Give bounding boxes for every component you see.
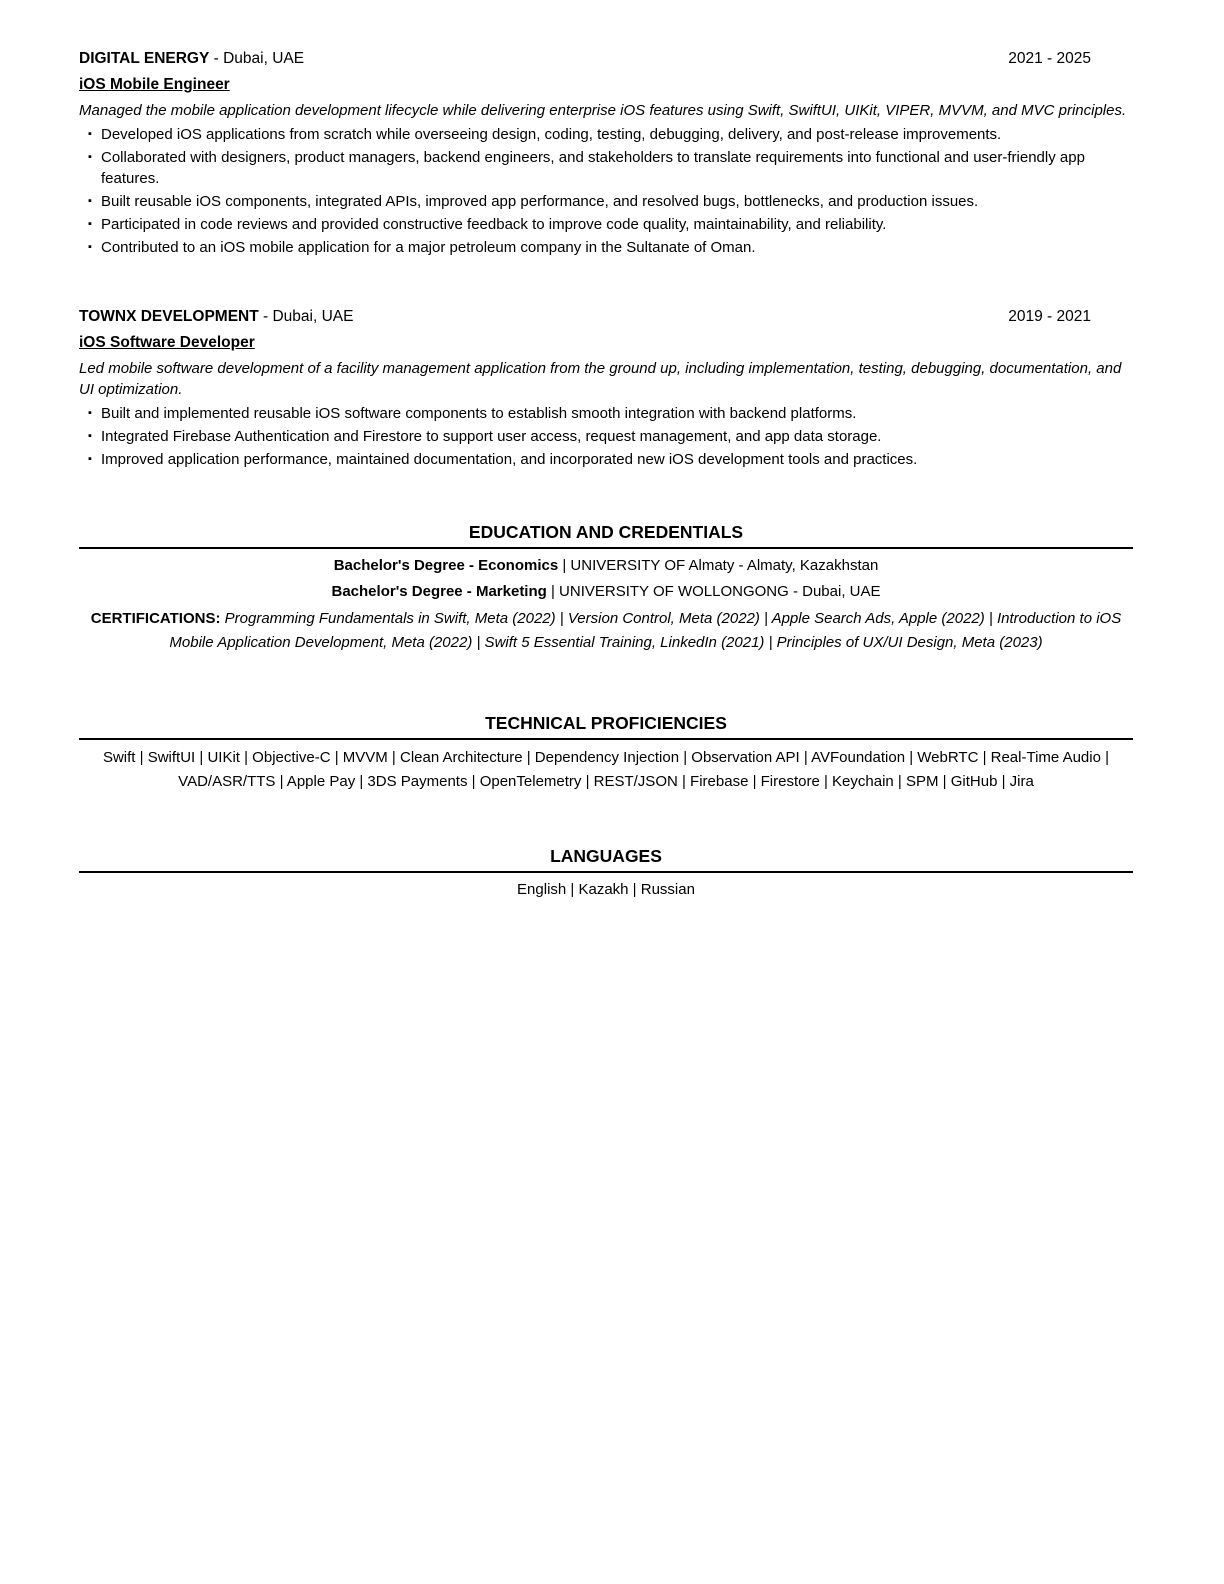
certifications-list: Programming Fundamentals in Swift, Meta (2022) | Version Control, Meta (2022) | Apple Search Ads, Apple (2022) | Introduction to iOS Mobile Application Development, Meta (2022) | Swift 5 Essential Training, LinkedIn (2021) | Principles of UX/UI Design, Meta (2023) (169, 610, 1122, 651)
company-line (79, 306, 353, 327)
bullet-text: Collaborated with designers, product managers, backend engineers, and stakeholders to translate requirements into functional and user-friendly app features. (101, 149, 1085, 187)
company-location: - Dubai, UAE (209, 50, 305, 67)
skills-list: Swift | SwiftUI | UIKit | Objective-C | MVVM | Clean Architecture | Dependency Injection | Observation API | AVFoundation | WebRTC | Real-Time Audio | VAD/ASR/TTS | Apple Pay | 3DS Payments | OpenTelemetry | REST/JSON | Firebase | Firestore | Keychain | SPM | GitHub | Jira (102, 749, 1110, 790)
bullet-item (79, 214, 1133, 235)
bullet-text: Improved application performance, maintained documentation, and incorporated new iOS development tools and practices. (101, 451, 918, 468)
company-name: TOWNX DEVELOPMENT (79, 308, 259, 325)
bullet-icon: ▪ (88, 218, 92, 230)
experience-entry (79, 306, 1133, 470)
bullet-icon: ▪ (88, 407, 92, 419)
bullet-item (79, 124, 1133, 145)
bullet-icon: ▪ (88, 195, 92, 207)
bullet-item (79, 147, 1133, 189)
bullet-item (79, 237, 1133, 258)
job-bullets (79, 403, 1133, 470)
bullet-text: Integrated Firebase Authentication and Firestore to support user access, request management, and app data storage. (101, 428, 882, 445)
section-heading: TECHNICAL PROFICIENCIES (485, 713, 727, 733)
technical-section (79, 709, 1133, 794)
bullet-icon: ▪ (88, 241, 92, 253)
section-divider (79, 871, 1133, 873)
bullet-item (79, 426, 1133, 447)
job-dates: 2021 - 2025 (1008, 50, 1091, 67)
job-header (79, 48, 1133, 72)
section-divider (79, 738, 1133, 740)
degree-school: | UNIVERSITY OF WOLLONGONG - Dubai, UAE (546, 583, 881, 600)
bullet-icon: ▪ (88, 453, 92, 465)
job-title: iOS Software Developer (79, 334, 255, 351)
bullet-icon: ▪ (88, 151, 92, 163)
bullet-item (79, 403, 1133, 424)
certifications (79, 607, 1133, 655)
resume-page (79, 48, 1133, 905)
job-header (79, 306, 1133, 330)
certifications-label: CERTIFICATIONS: (90, 610, 221, 627)
degree-school: | UNIVERSITY OF Almaty - Almaty, Kazakhstan (558, 557, 879, 574)
bullet-text: Developed iOS applications from scratch while overseeing design, coding, testing, debugging, delivery, and post-release improvements. (101, 126, 1002, 143)
bullet-text: Built reusable iOS components, integrated APIs, improved app performance, and resolved bugs, bottlenecks, and production issues. (101, 193, 979, 210)
bullet-text: Contributed to an iOS mobile application for a major petroleum company in the Sultanate of Oman. (101, 239, 756, 256)
section-heading: EDUCATION AND CREDENTIALS (468, 522, 744, 542)
section-divider (79, 547, 1133, 549)
experience-entry (79, 48, 1133, 258)
section-heading: LANGUAGES (550, 846, 662, 866)
company-location: - Dubai, UAE (258, 308, 354, 325)
job-bullets (79, 124, 1133, 258)
education-section (79, 518, 1133, 655)
bullet-text: Participated in code reviews and provided constructive feedback to improve code quality, maintainability, and reliability. (101, 216, 887, 233)
job-title: iOS Mobile Engineer (79, 76, 230, 93)
degree-line (79, 581, 1133, 602)
degree-line (79, 555, 1133, 576)
languages-section (79, 842, 1133, 900)
degree-name: Bachelor's Degree - Economics (333, 557, 559, 574)
bullet-text: Built and implemented reusable iOS software components to establish smooth integration with backend platforms. (101, 405, 857, 422)
bullet-item (79, 191, 1133, 212)
bullet-item (79, 449, 1133, 470)
degree-name: Bachelor's Degree - Marketing (331, 583, 547, 600)
company-line (79, 48, 304, 69)
company-name: DIGITAL ENERGY (79, 50, 210, 67)
job-summary: Led mobile software development of a facility management application from the ground up, including implementation, testing, debugging, documentation, and UI optimization. (79, 360, 1122, 398)
job-summary: Managed the mobile application development lifecycle while delivering enterprise iOS features using Swift, SwiftUI, UIKit, VIPER, MVVM, and MVC principles. (79, 102, 1127, 119)
bullet-icon: ▪ (88, 430, 92, 442)
bullet-icon: ▪ (88, 128, 92, 140)
languages-list: English | Kazakh | Russian (517, 881, 695, 898)
job-dates: 2019 - 2021 (1008, 308, 1091, 325)
